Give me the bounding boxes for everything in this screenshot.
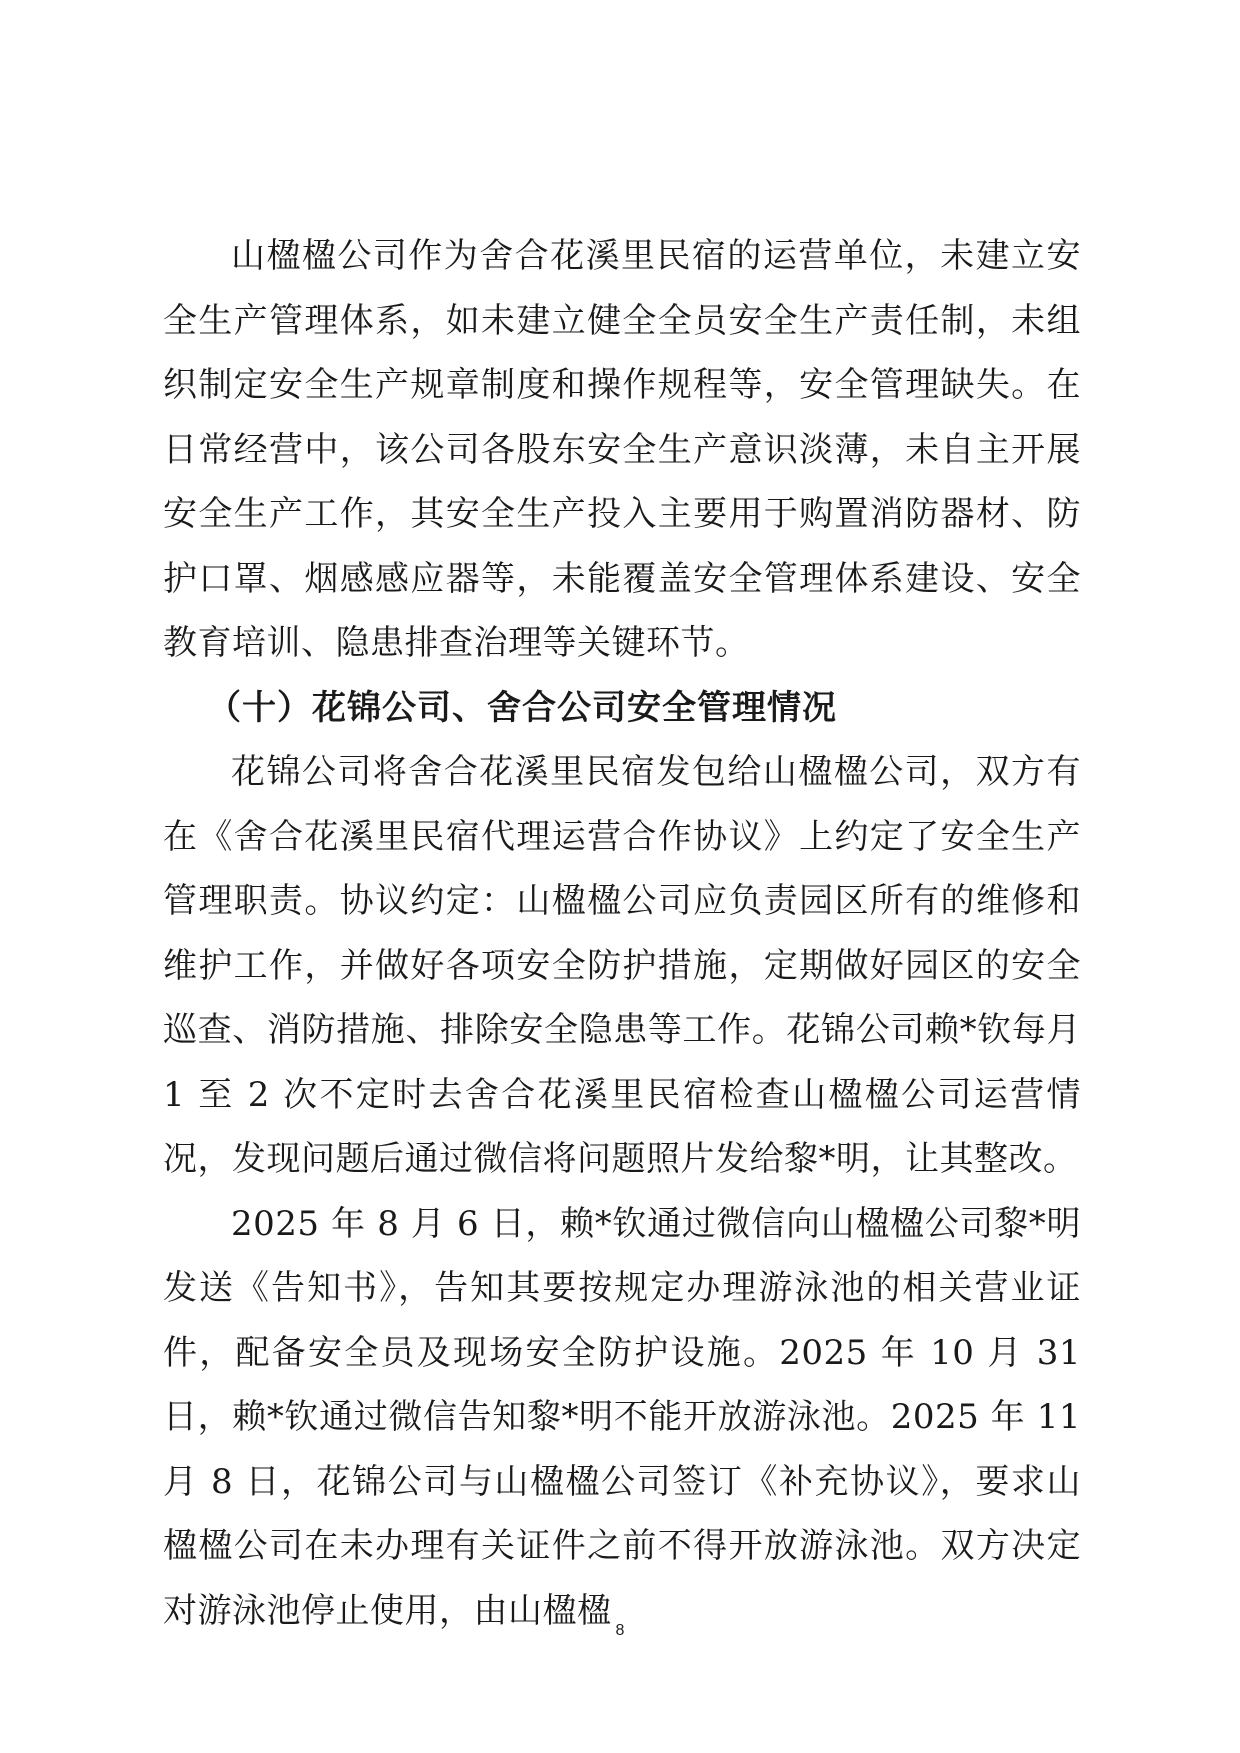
page-number: 8	[615, 1622, 625, 1639]
document-body	[163, 224, 1081, 1643]
section-heading: （十）花锦公司、舍合公司安全管理情况	[207, 687, 837, 728]
paragraph-huajin-contract: 花锦公司将舍合花溪里民宿发包给山楹楹公司，双方有在《舍合花溪里民宿代理运营合作协议》上约定了安全生产管理职责。协议约定：山楹楹公司应负责园区所有的维修和维护工作，并做好各项安全防护措施，定期做好园区的安全巡查、消防措施、排除安全隐患等工作。花锦公司赖*钦每月 1 至 2 次不定时去舍合花溪里民宿检查山楹楹公司运营情况，发现问题后通过微信将问题照片发给黎*明，让其整改。	[163, 752, 1081, 1179]
paragraph-shanyingying-safety-management: 山楹楹公司作为舍合花溪里民宿的运营单位，未建立安全生产管理体系，如未建立健全全员安全生产责任制，未组织制定安全生产规章制度和操作规程等，安全管理缺失。在日常经营中，该公司各股东安全生产意识淡薄，未自主开展安全生产工作，其安全生产投入主要用于购置消防器材、防护口罩、烟感感应器等，未能覆盖安全管理体系建设、安全教育培训、隐患排查治理等关键环节。	[163, 236, 1081, 663]
paragraph-swimming-pool-notice: 2025 年 8 月 6 日，赖*钦通过微信向山楹楹公司黎*明发送《告知书》，告知其要按规定办理游泳池的相关营业证件，配备安全员及现场安全防护设施。2025 年 10 月 31 日，赖*钦通过微信告知黎*明不能开放游泳池。2025 年 11 月 8 日，花锦公司与山楹楹公司签订《补充协议》，要求山楹楹公司在未办理有关证件之前不得开放游泳池。双方决定对游泳池停止使用，由山楹楹	[163, 1203, 1081, 1631]
